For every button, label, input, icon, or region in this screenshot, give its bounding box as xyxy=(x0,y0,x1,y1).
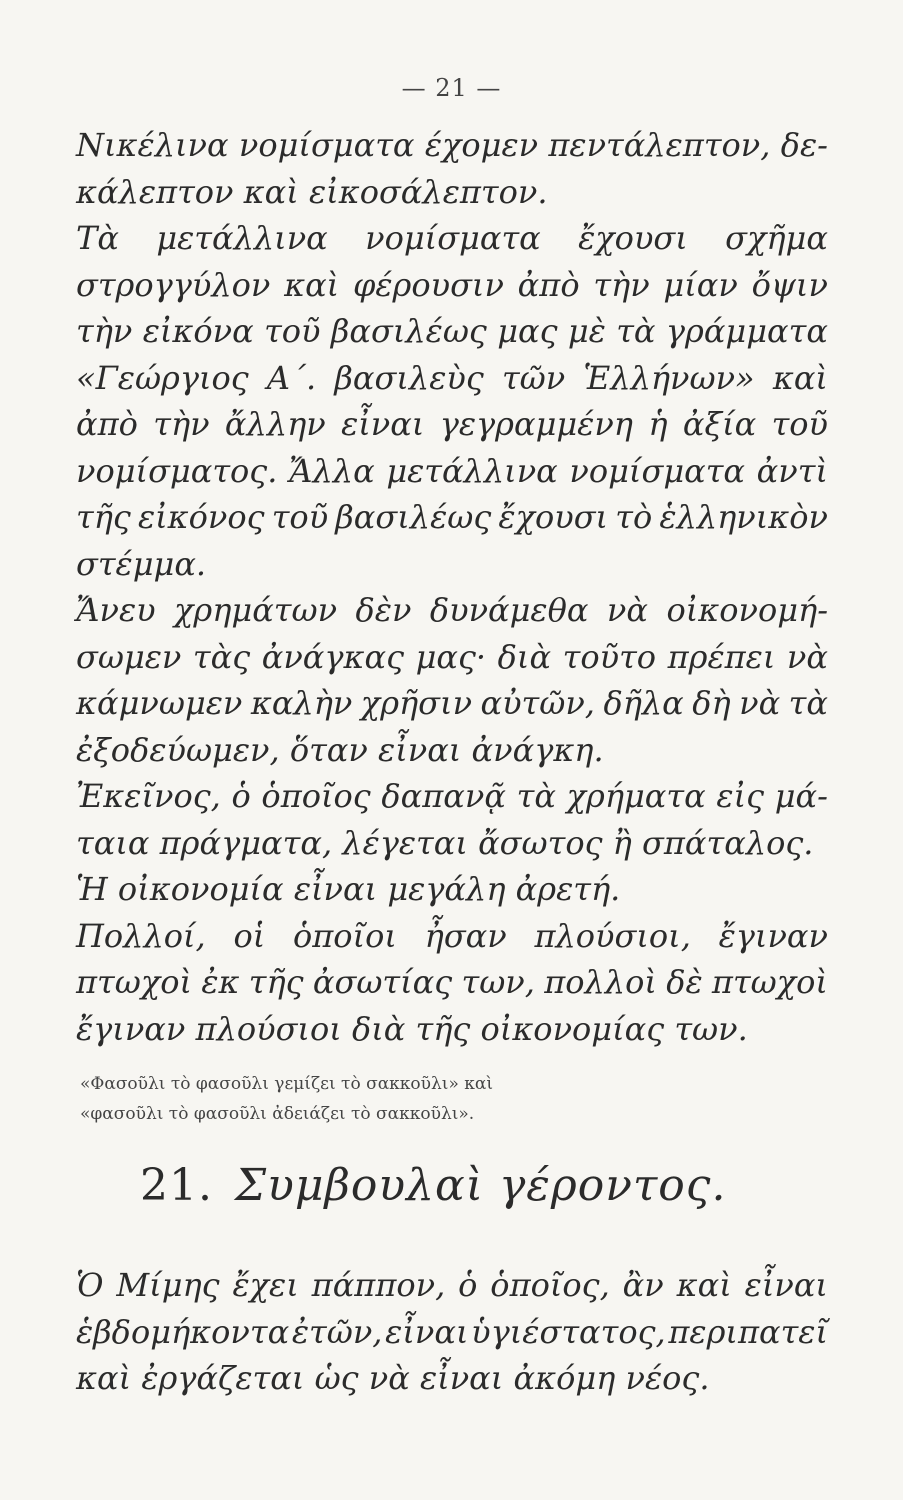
text-line: κάμνωμεν καλὴν χρῆσιν αὐτῶν, δῆλα δὴ νὰ τὰ xyxy=(76,684,828,722)
text-line: Νικέλινα νομίσματα έχομεν πεντάλεπτον, δε- xyxy=(76,126,828,164)
text-line: στέμμα. xyxy=(76,544,207,583)
text-line: τῆς εἰκόνος τοῦ βασιλέως ἔχουσι τὸ ἑλληνικὸν xyxy=(76,498,828,536)
text-line: ἑβδομήκοντα ἐτῶν, εἶναι ὑγιέστατος, περιπατεῖ xyxy=(76,1312,828,1351)
section-heading xyxy=(140,1160,726,1211)
section-body-text xyxy=(76,1262,828,1402)
text-line: ἀπὸ τὴν ἄλλην εἶναι γεγραμμένη ἡ ἀξία τοῦ xyxy=(76,405,828,443)
text-line: «Γεώργιος Α΄. βασιλεὺς τῶν Ἑλλήνων» καὶ xyxy=(76,358,828,397)
text-line: Ἄνευ χρημάτων δὲν δυνάμεθα νὰ οἰκονομή- xyxy=(76,591,828,629)
body-text xyxy=(76,122,828,1052)
text-line: πτωχοὶ ἐκ τῆς ἀσωτίας των, πολλοὶ δὲ πτωχοὶ xyxy=(76,963,828,1001)
text-line: Πολλοί, οἱ ὁποῖοι ἦσαν πλούσιοι, ἔγιναν xyxy=(76,916,828,955)
page-number: — 21 — xyxy=(401,74,502,102)
text-line: ἐξοδεύωμεν, ὅταν εἶναι ἀνάγκη. xyxy=(76,730,604,769)
text-line: Ὁ Μίμης ἔχει πάππον, ὁ ὁποῖος, ἂν καὶ εἶναι xyxy=(76,1266,828,1304)
text-line: κάλεπτον καὶ εἰκοσάλεπτον. xyxy=(76,172,548,211)
text-line: ἔγιναν πλούσιοι διὰ τῆς οἰκονομίας των. xyxy=(76,1009,748,1048)
text-line: Τὰ μετάλλινα νομίσματα ἔχουσι σχῆμα xyxy=(76,219,828,257)
section-title: Συμβουλαὶ γέροντος. xyxy=(234,1160,727,1211)
text-line: τὴν εἰκόνα τοῦ βασιλέως μας μὲ τὰ γράμματα xyxy=(76,312,828,350)
text-line: στρογγύλον καὶ φέρουσιν ἀπὸ τὴν μίαν ὄψιν xyxy=(76,265,828,304)
text-line: Ἐκεῖνος, ὁ ὁποῖος δαπανᾷ τὰ χρήματα εἰς μά- xyxy=(76,777,828,815)
text-line: καὶ ἐργάζεται ὡς νὰ εἶναι ἀκόμη νέος. xyxy=(76,1359,710,1397)
proverb-line-2: «φασοῦλι τὸ φασοῦλι ἀδειάζει τὸ σακκοῦλι». xyxy=(80,1104,475,1124)
text-line: σωμεν τὰς ἀνάγκας μας· διὰ τοῦτο πρέπει νὰ xyxy=(76,637,828,676)
text-line: Ἡ οἰκονομία εἶναι μεγάλη ἀρετή. xyxy=(76,870,621,908)
text-line: ταια πράγματα, λέγεται ἄσωτος ἢ σπάταλος. xyxy=(76,823,814,862)
proverb-line-1: «Φασοῦλι τὸ φασοῦλι γεμίζει τὸ σακκοῦλι» καὶ xyxy=(80,1074,494,1094)
section-number: 21. xyxy=(140,1160,213,1211)
text-line: νομίσματος. Ἄλλα μετάλλινα νομίσματα ἀντὶ xyxy=(76,451,828,490)
